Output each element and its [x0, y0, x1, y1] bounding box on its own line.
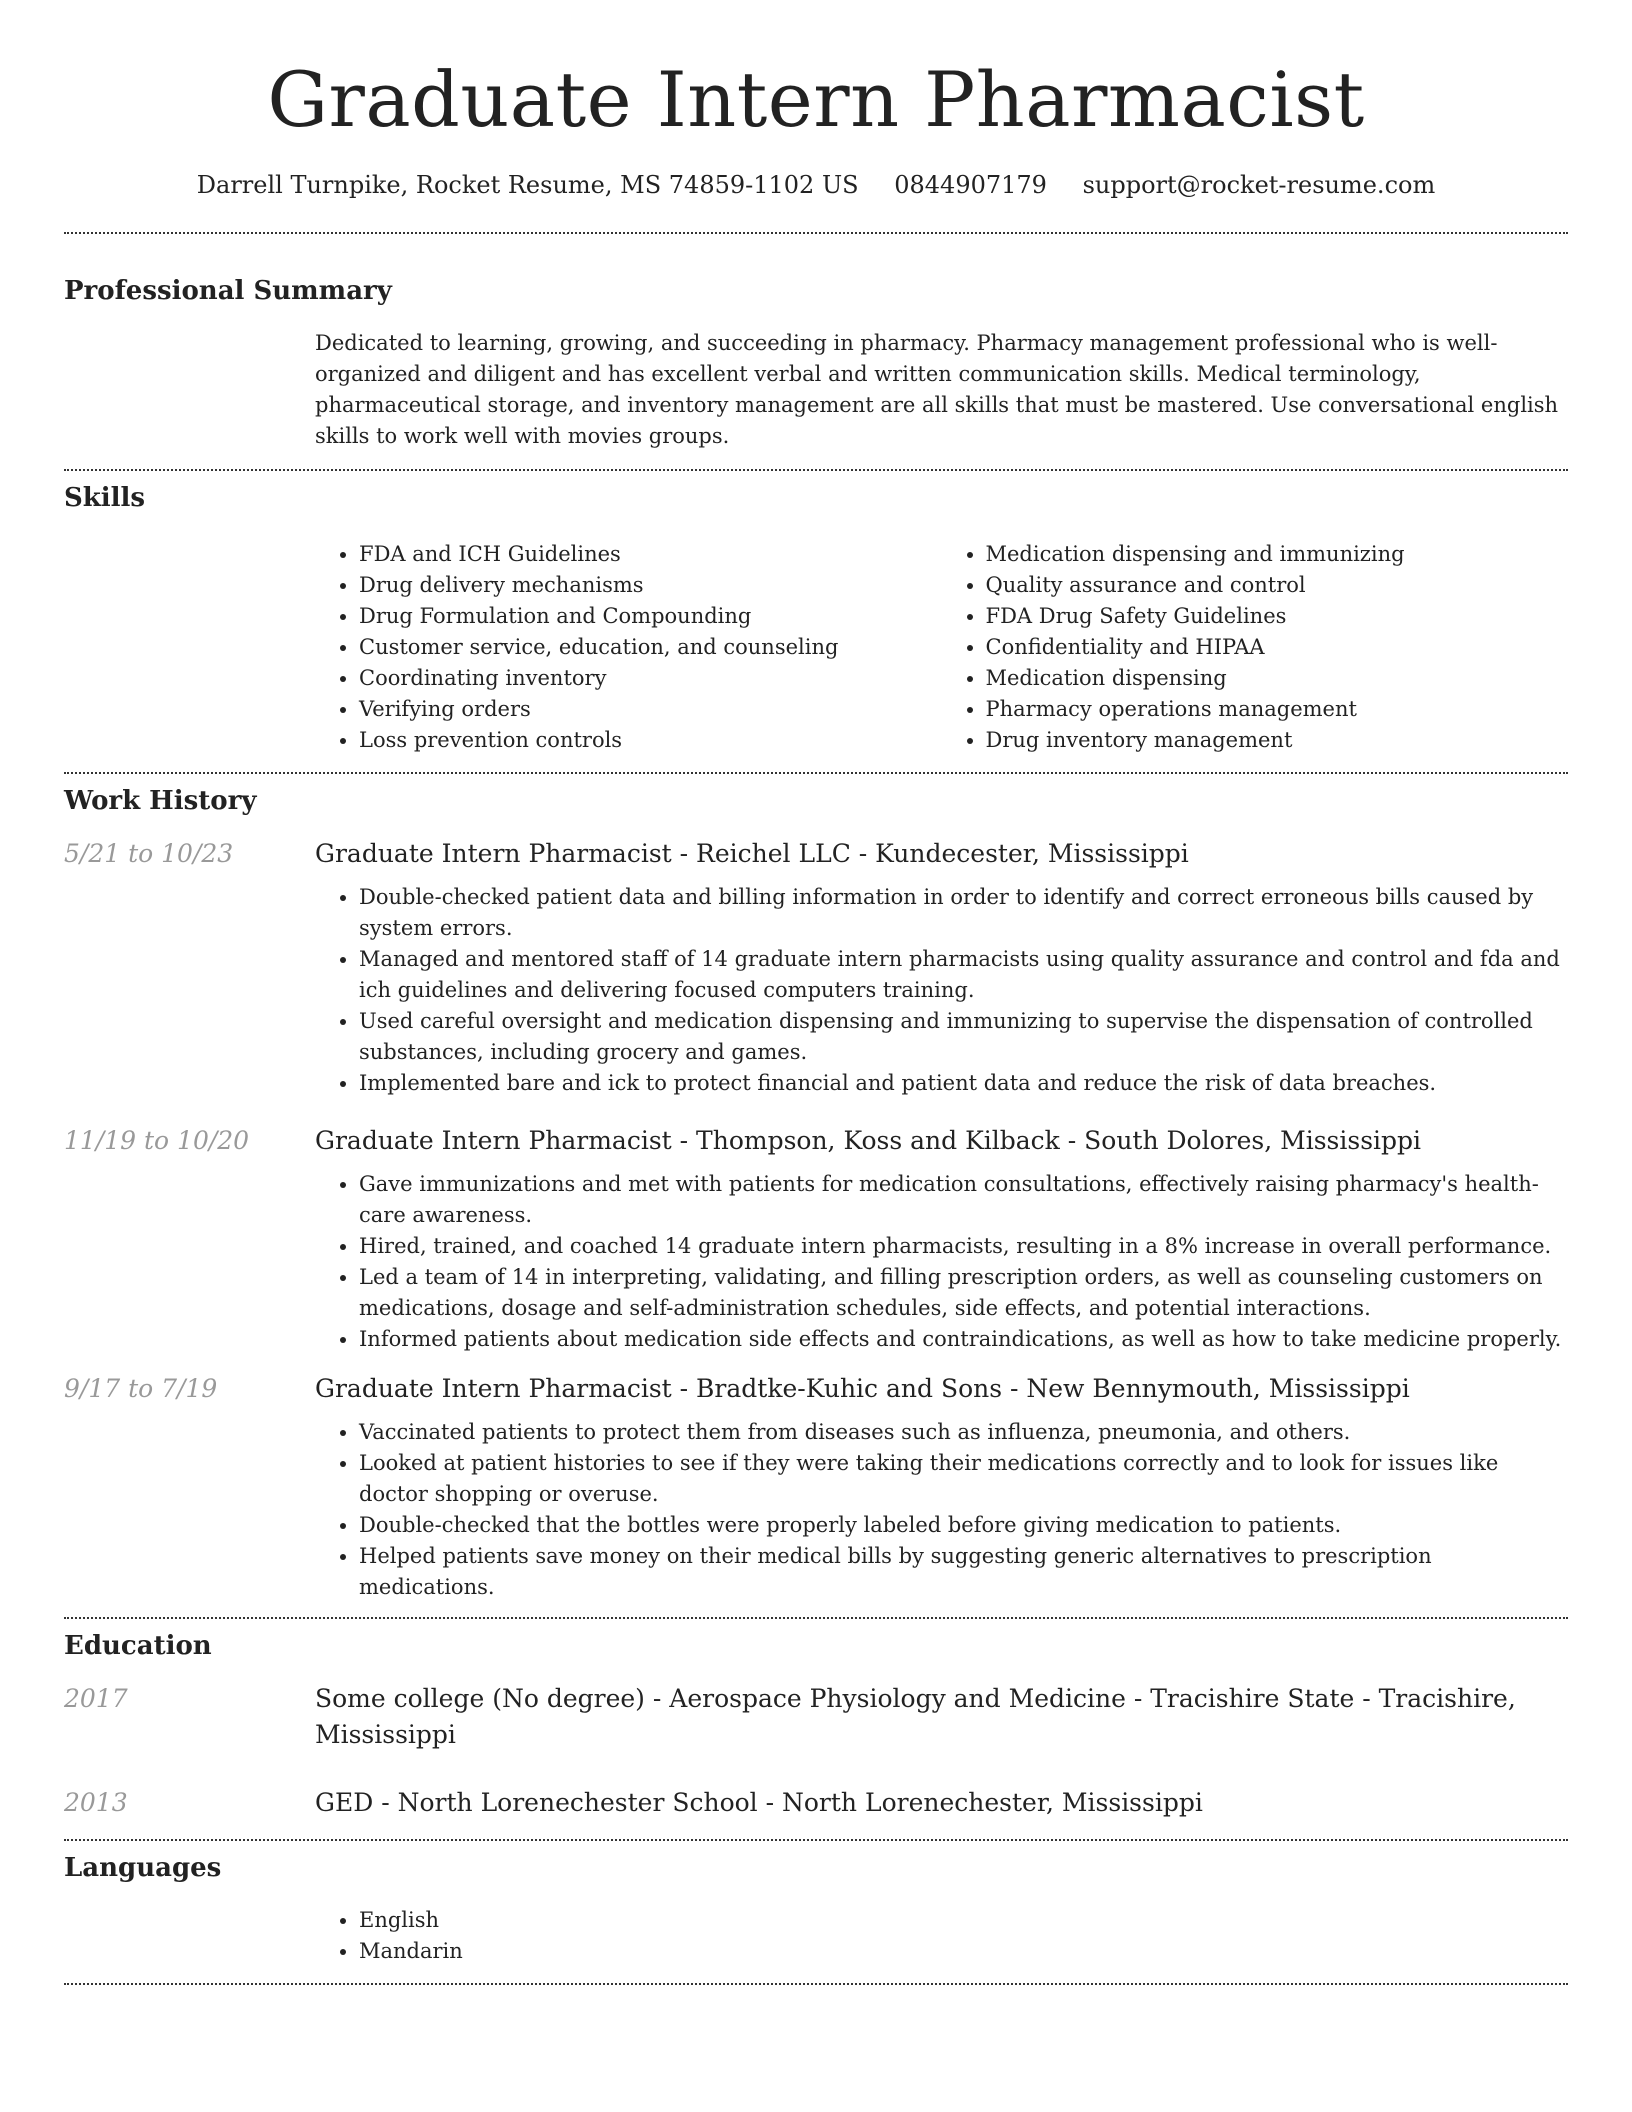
education-text: Some college (No degree) - Aerospace Physiology and Medicine - Tracishire State - Tracishire, Mississippi [315, 1684, 1516, 1749]
work-date: 5/21 to 10/23 [64, 839, 234, 868]
skill-item: • Confidentiality and HIPAA [986, 632, 1569, 663]
divider [64, 1983, 1568, 1985]
skill-item: • Quality assurance and control [986, 570, 1569, 601]
section-heading-skills: Skills [64, 483, 146, 513]
resume-page [64, 0, 1568, 1985]
work-bullet: • Looked at patient histories to see if they were taking their medications correctly and to look for issues like doctor shopping or overuse. [359, 1448, 1568, 1510]
language-item: • Mandarin [359, 1936, 1568, 1967]
work-entry [64, 1123, 1568, 1355]
contact-phone: 0844907179 [894, 171, 1047, 199]
work-title: Graduate Intern Pharmacist - Bradtke-Kuhic and Sons - New Bennymouth, Mississippi [315, 1374, 1410, 1403]
work-bullet: • Double-checked that the bottles were properly labeled before giving medication to patients. [359, 1510, 1568, 1541]
work-bullet: • Informed patients about medication side effects and contraindications, as well as how to take medicine properly. [359, 1324, 1568, 1355]
skill-item: • Drug inventory management [986, 725, 1569, 756]
work-entry [64, 1371, 1568, 1603]
skill-item: • Verifying orders [359, 694, 942, 725]
education-entry [64, 1681, 1568, 1753]
skill-item: • Drug Formulation and Compounding [359, 601, 942, 632]
work-bullet: • Gave immunizations and met with patients for medication consultations, effectively raising pharmacy's health-care awareness. [359, 1169, 1568, 1231]
language-item: • English [359, 1905, 1568, 1936]
education-date: 2013 [64, 1788, 128, 1817]
skills-column-left [315, 539, 942, 756]
skill-item: • Coordinating inventory [359, 663, 942, 694]
section-heading-summary: Professional Summary [64, 276, 392, 306]
work-bullet: • Helped patients save money on their medical bills by suggesting generic alternatives to prescription medications. [359, 1541, 1568, 1603]
work-title: Graduate Intern Pharmacist - Thompson, Koss and Kilback - South Dolores, Mississippi [315, 1126, 1422, 1155]
work-bullet: • Vaccinated patients to protect them from diseases such as influenza, pneumonia, and others. [359, 1417, 1568, 1448]
work-date: 11/19 to 10/20 [64, 1126, 250, 1155]
skills-column-right [942, 539, 1569, 756]
divider [64, 1617, 1568, 1619]
work-date: 9/17 to 7/19 [64, 1374, 218, 1403]
work-bullets [315, 1169, 1568, 1355]
education-entry [64, 1785, 1568, 1821]
contact-address: Darrell Turnpike, Rocket Resume, MS 74859-1102 US [196, 171, 859, 199]
work-bullet: • Managed and mentored staff of 14 graduate intern pharmacists using quality assurance and control and fda and ich guidelines and delivering focused computers training. [359, 944, 1568, 1006]
skill-item: • Customer service, education, and counseling [359, 632, 942, 663]
divider [64, 1839, 1568, 1841]
section-heading-education: Education [64, 1631, 212, 1661]
skill-item: • FDA Drug Safety Guidelines [986, 601, 1569, 632]
section-heading-work: Work History [64, 786, 257, 816]
skill-item: • FDA and ICH Guidelines [359, 539, 942, 570]
work-bullets [315, 882, 1568, 1099]
work-bullet: • Used careful oversight and medication dispensing and immunizing to supervise the dispensation of controlled substances, including grocery and games. [359, 1006, 1568, 1068]
languages-list [315, 1905, 1568, 1967]
section-heading-languages: Languages [64, 1853, 222, 1883]
skill-item: • Loss prevention controls [359, 725, 942, 756]
education-text: GED - North Lorenechester School - North Lorenechester, Mississippi [315, 1788, 1203, 1817]
skill-item: • Pharmacy operations management [986, 694, 1569, 725]
skill-item: • Drug delivery mechanisms [359, 570, 942, 601]
skill-item: • Medication dispensing [986, 663, 1569, 694]
skill-item: • Medication dispensing and immunizing [986, 539, 1569, 570]
divider [64, 232, 1568, 234]
work-bullet: • Hired, trained, and coached 14 graduate intern pharmacists, resulting in a 8% increase in overall performance. [359, 1231, 1568, 1262]
divider [64, 469, 1568, 471]
work-bullet: • Double-checked patient data and billing information in order to identify and correct erroneous bills caused by system errors. [359, 882, 1568, 944]
skills-list [315, 539, 1568, 756]
summary-text: Dedicated to learning, growing, and succeeding in pharmacy. Pharmacy management professional who is well-organized and diligent and has excellent verbal and written communication skills. Medical terminology, pharmaceutical storage, and inventory management are all skills that must be mastered. Use conversational english skills to work well with movies groups. [315, 331, 1559, 448]
work-bullets [315, 1417, 1568, 1603]
contact-email: support@rocket-resume.com [1082, 171, 1436, 199]
education-date: 2017 [64, 1684, 128, 1713]
resume-title: Graduate Intern Pharmacist [267, 55, 1365, 144]
work-bullet: • Implemented bare and ick to protect financial and patient data and reduce the risk of data breaches. [359, 1068, 1568, 1099]
contact-line [64, 168, 1568, 202]
work-title: Graduate Intern Pharmacist - Reichel LLC - Kundecester, Mississippi [315, 839, 1189, 868]
divider [64, 772, 1568, 774]
work-bullet: • Led a team of 14 in interpreting, validating, and filling prescription orders, as well as counseling customers on medications, dosage and self-administration schedules, side effects, and potential interactions. [359, 1262, 1568, 1324]
work-entry [64, 836, 1568, 1099]
